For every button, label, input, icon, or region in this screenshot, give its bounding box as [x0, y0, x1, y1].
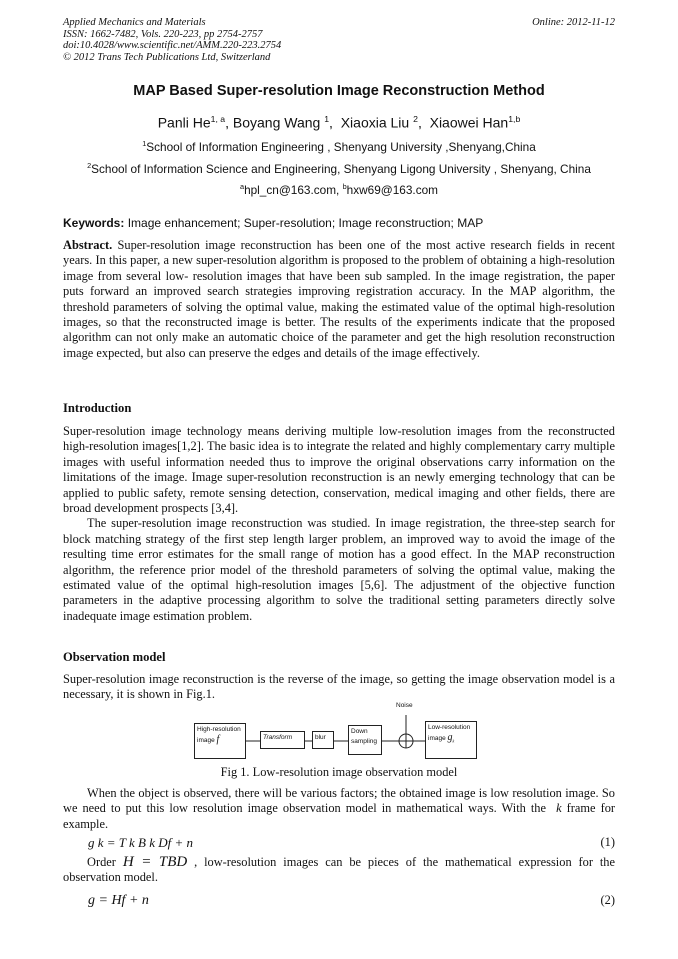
- affiliation-text: School of Information Science and Engineering, Shenyang Ligong University , Shenyang, China: [91, 161, 591, 176]
- copyright-line: © 2012 Trans Tech Publications Ltd, Switzerland: [63, 51, 271, 63]
- box-label: image: [197, 737, 215, 744]
- introduction-body: [63, 424, 615, 624]
- abstract-text: Super-resolution image reconstruction has been one of the most active research fields in recent years. In this paper, a new super-resolution algorithm is proposed to the problem of obtaining a high-resolution image from several low- resolution images that have been sub sampled. In the image registration, the paper puts forward an improved search strategies improving registration accuracy. In the MAP algorithm, the threshold parameters of solving the optimal value, making the estimated value of the optimal high-resolution images, so that the reconstructed image is better. The results of the experiments indicate that the proposed algorithm can not only make an automatic choice of the parameter and get the high resolution reconstruction image expected, but also can preserve the edges and details of the image effectively.: [63, 238, 615, 360]
- author-sup: 1: [324, 114, 330, 124]
- equation-2-number: (2): [600, 893, 615, 907]
- journal-header: [63, 17, 281, 63]
- noise-label: Noise: [396, 702, 413, 709]
- high-resolution-box: [194, 723, 246, 759]
- equation-1: g k = T k B k Df + n: [88, 835, 194, 850]
- order-paragraph: Order H = TBD , low-resolution images can be pieces of the mathematical expression for the observation model.: [63, 854, 616, 885]
- affiliation-text: School of Information Engineering , Shenyang University ,Shenyang,China: [146, 139, 536, 154]
- equation-1-number: (1): [600, 835, 615, 849]
- introduction-heading: Introduction: [63, 401, 132, 415]
- author-sup: 1,b: [508, 114, 521, 124]
- doi-line[interactable]: doi:10.4028/www.scientific.net/AMM.220-223.2754: [63, 40, 282, 51]
- box-label: image: [428, 735, 446, 742]
- order-equation: H = TBD: [122, 854, 188, 870]
- abstract-label: Abstract.: [63, 238, 113, 252]
- inline-variable: k: [556, 801, 562, 816]
- blur-box: blur: [312, 731, 334, 749]
- box-label: Low-resolution: [428, 724, 471, 731]
- figure-1-caption: Fig 1. Low-resolution image observation model: [220, 765, 458, 779]
- observation-heading: Observation model: [63, 650, 166, 664]
- box-label: High-resolution: [197, 726, 241, 733]
- introduction-paragraph-2: The super-resolution image reconstruction was studied. In image registration, the three-step search for block matching strategy of the first step length larger problem, an improved way to avoid the image of the resulting time error estimates for the small range of motion has a good effect. In the MAP reconstruction algorithm, the reference prior model of the threshold parameters of solving the optimal value, making the estimated value of the optimal high-resolution images [5,6]. The adjustment of the objective function parameters in the adaptive processing algorithm to solve the traditional setting parameters directly solve inadequate image estimation problem.: [63, 516, 615, 623]
- email-a[interactable]: hpl_cn@163.com,: [244, 182, 340, 197]
- introduction-paragraph-1: Super-resolution image technology means deriving multiple low-resolution images from the reconstructed high-resolution images[1,2]. The basic idea is to integrate the related and highly complementary carry multiple images with useful information needed thus to improve the original observations carry information on the limitations of the image. Image super-resolution reconstruction is an newly emerging technology that can be applied to public safety, remote sensing detection, conservation, medical imaging and other fields, there are broad development prospects [3,4].: [63, 424, 615, 516]
- email-sup: a: [240, 182, 245, 191]
- author-name: Boyang Wang: [232, 114, 321, 131]
- affiliation-1: [0, 139, 678, 154]
- keywords-label: Keywords:: [63, 216, 125, 230]
- box-variable: f: [216, 734, 220, 745]
- journal-name: Applied Mechanics and Materials: [63, 17, 206, 28]
- box-label: Down: [351, 728, 368, 735]
- figure-1-diagram: [188, 703, 490, 763]
- issn-line: ISSN: 1662-7482, Vols. 220-223, pp 2754-2757: [63, 28, 263, 40]
- equation-2: g = Hf + n: [88, 893, 149, 908]
- author-name: Xiaowei Han: [429, 114, 509, 131]
- author-name: Panli He: [157, 114, 211, 131]
- keywords-text: Image enhancement; Super-resolution; Image reconstruction; MAP: [127, 216, 484, 230]
- email-b[interactable]: hxw69@163.com: [346, 182, 438, 197]
- author-sup: 1, a: [210, 114, 226, 124]
- email-sup: b: [342, 182, 347, 191]
- author-name: Xiaoxia Liu: [340, 114, 410, 131]
- affiliation-sup: 2: [87, 161, 92, 170]
- box-variable: g: [447, 732, 453, 743]
- email-line: [0, 182, 678, 197]
- online-date: Online: 2012-11-12: [532, 17, 615, 28]
- keywords: [63, 216, 615, 230]
- down-sampling-box: [348, 725, 382, 755]
- author-list: Panli He$^{1, a}$, Boyang Wang $^1$, Xiaoxia Liu $^2$, Xiaowei Han$^{1,b}$: [157, 114, 521, 131]
- box-label: sampling: [351, 738, 378, 745]
- low-resolution-box: Low-resolution image $g_k$: [425, 721, 477, 759]
- transform-box: Transform: [260, 731, 305, 749]
- paper-title: MAP Based Super-resolution Image Reconstruction Method: [133, 83, 545, 99]
- affiliation-2: [0, 161, 678, 176]
- author-sup: 2: [413, 114, 418, 124]
- abstract: [63, 238, 615, 361]
- observation-paragraph-1: Super-resolution image reconstruction is the reverse of the image, so getting the image observation model is a necessary, it is shown in Fig.1.: [63, 672, 615, 702]
- affiliation-sup: 1: [142, 139, 147, 148]
- observation-paragraph-2: When the object is observed, there will be various factors; the obtained image is low resolution image. So we need to put this low resolution image observation model in mathematical ways. With the k frame for example.: [63, 786, 616, 831]
